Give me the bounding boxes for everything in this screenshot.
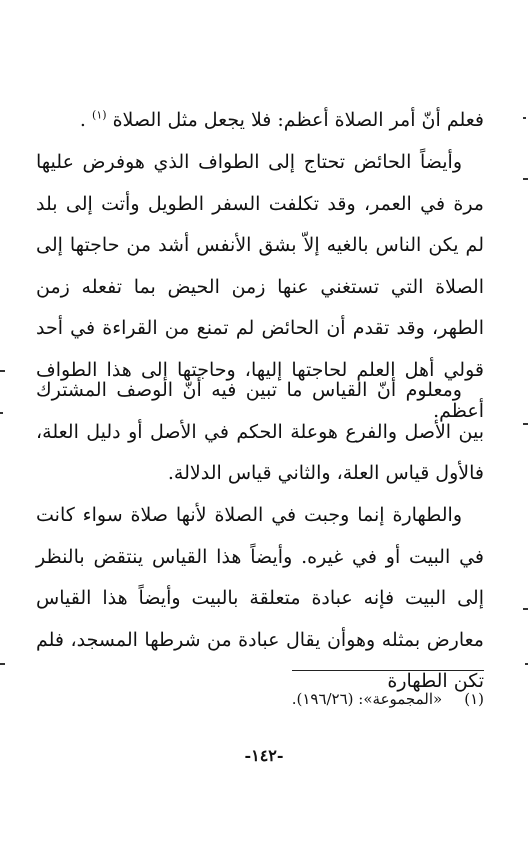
page-number: -١٤٢- bbox=[244, 746, 284, 765]
scan-edge-mark bbox=[523, 117, 526, 119]
scan-edge-mark bbox=[523, 178, 528, 180]
paragraph-2: وأيضاً الحائض تحتاج إلى الطواف الذي هوفرض عليها مرة في العمر، وقد تكلفت السفر الطويل وأتت إلى بلد لم يكن الناس بالغيه إلاّ بشق الأنفس أشد من حاجتها إلى الصلاة التي تستغني عنها زمن الحيض بما تفعله زمن الطهر، وقد تقدم أن الحائض لم تمنع من القراءة في أحد قولي أهل العلم لحاجتها إليها، وحاجتها إلى هذا الطواف أعظم. bbox=[36, 151, 484, 422]
footnote-number: (١) bbox=[464, 690, 484, 708]
scan-edge-mark bbox=[523, 608, 528, 610]
footnote-reference: (١) bbox=[92, 108, 107, 122]
paragraph-1 bbox=[36, 100, 484, 142]
paragraph-1-end: . bbox=[79, 109, 93, 131]
footnote-separator bbox=[292, 670, 484, 671]
scan-edge-mark bbox=[0, 663, 5, 665]
paragraph-4: والطهارة إنما وجبت في الصلاة لأنها صلاة سواء كانت في البيت أو في غيره. وأيضاً هذا القياس ينتقض بالنظر إلى البيت فإنه عبادة متعلقة بالبيت وأيضاً هذا القياس معارض بمثله وهوأن يقال عبادة من شرطها المسجد، فلم تكن الطهارة bbox=[36, 504, 484, 692]
scan-edge-mark bbox=[523, 423, 528, 425]
scan-edge-mark bbox=[0, 412, 3, 414]
footnote bbox=[200, 688, 484, 710]
paragraph-1-text: فعلم أنّ أمر الصلاة أعظم: فلا يجعل مثل الصلاة bbox=[112, 109, 484, 131]
footnote-text: «المجموعة»: (١٩٦/٢٦). bbox=[291, 690, 443, 708]
paragraph-3: ومعلوم أنّ القياس ما تبين فيه أنّ الوصف المشترك بين الأصل والفرع هوعلة الحكم في الأصل أو دليل العلة، فالأول قياس العلة، والثاني قياس الدلالة. bbox=[36, 379, 484, 484]
scan-edge-mark bbox=[0, 370, 5, 372]
